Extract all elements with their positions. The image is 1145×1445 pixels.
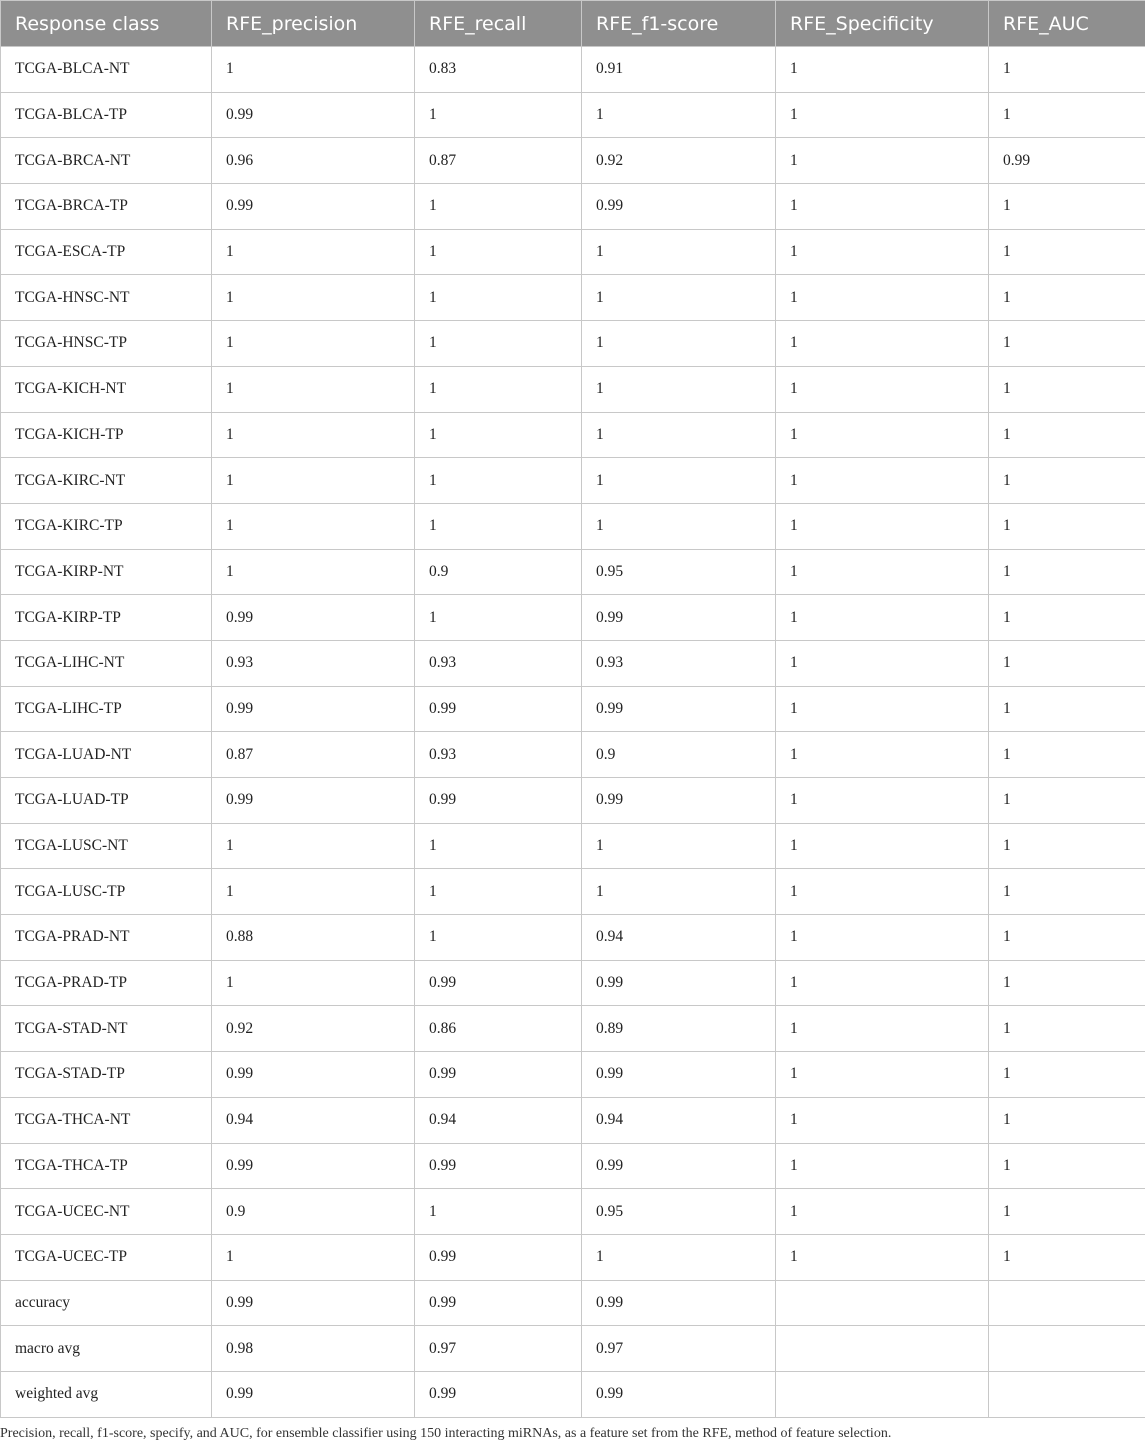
table-row bbox=[1, 1280, 1145, 1326]
table-row bbox=[1, 732, 1145, 778]
table-row bbox=[1, 503, 1145, 549]
table-row bbox=[1, 1234, 1145, 1280]
table-body bbox=[1, 47, 1145, 1418]
specificity-cell: 1 bbox=[776, 1234, 989, 1280]
table-row bbox=[1, 138, 1145, 184]
precision-cell: 0.88 bbox=[212, 915, 415, 961]
auc-cell: 1 bbox=[989, 503, 1145, 549]
column-header-specificity: RFE_Specificity bbox=[776, 1, 989, 47]
auc-cell: 1 bbox=[989, 321, 1145, 367]
f1-score-cell: 1 bbox=[582, 503, 776, 549]
recall-cell: 1 bbox=[415, 458, 582, 504]
precision-cell: 0.99 bbox=[212, 778, 415, 824]
precision-cell: 1 bbox=[212, 503, 415, 549]
auc-cell bbox=[989, 1280, 1145, 1326]
recall-cell: 0.87 bbox=[415, 138, 582, 184]
specificity-cell: 1 bbox=[776, 960, 989, 1006]
auc-cell: 1 bbox=[989, 778, 1145, 824]
recall-cell: 1 bbox=[415, 503, 582, 549]
f1-score-cell: 1 bbox=[582, 1234, 776, 1280]
recall-cell: 0.99 bbox=[415, 1052, 582, 1098]
auc-cell: 1 bbox=[989, 915, 1145, 961]
auc-cell: 1 bbox=[989, 960, 1145, 1006]
recall-cell: 1 bbox=[415, 275, 582, 321]
auc-cell: 1 bbox=[989, 1189, 1145, 1235]
f1-score-cell: 0.99 bbox=[582, 184, 776, 230]
table-row bbox=[1, 184, 1145, 230]
response-class-cell: TCGA-KICH-NT bbox=[1, 366, 212, 412]
recall-cell: 0.97 bbox=[415, 1326, 582, 1372]
response-class-cell: TCGA-STAD-TP bbox=[1, 1052, 212, 1098]
f1-score-cell: 1 bbox=[582, 229, 776, 275]
specificity-cell: 1 bbox=[776, 184, 989, 230]
f1-score-cell: 1 bbox=[582, 412, 776, 458]
recall-cell: 0.99 bbox=[415, 686, 582, 732]
recall-cell: 1 bbox=[415, 92, 582, 138]
f1-score-cell: 0.91 bbox=[582, 47, 776, 93]
precision-cell: 0.87 bbox=[212, 732, 415, 778]
specificity-cell: 1 bbox=[776, 138, 989, 184]
recall-cell: 0.9 bbox=[415, 549, 582, 595]
f1-score-cell: 0.89 bbox=[582, 1006, 776, 1052]
table-row bbox=[1, 366, 1145, 412]
response-class-cell: TCGA-BLCA-NT bbox=[1, 47, 212, 93]
precision-cell: 0.94 bbox=[212, 1097, 415, 1143]
recall-cell: 1 bbox=[415, 412, 582, 458]
specificity-cell: 1 bbox=[776, 778, 989, 824]
auc-cell: 1 bbox=[989, 1143, 1145, 1189]
auc-cell: 1 bbox=[989, 47, 1145, 93]
precision-cell: 0.92 bbox=[212, 1006, 415, 1052]
f1-score-cell: 0.99 bbox=[582, 686, 776, 732]
auc-cell: 1 bbox=[989, 549, 1145, 595]
precision-cell: 0.99 bbox=[212, 184, 415, 230]
table-row bbox=[1, 960, 1145, 1006]
table-row bbox=[1, 275, 1145, 321]
precision-cell: 0.98 bbox=[212, 1326, 415, 1372]
auc-cell: 1 bbox=[989, 229, 1145, 275]
table-row bbox=[1, 823, 1145, 869]
table-row bbox=[1, 595, 1145, 641]
recall-cell: 1 bbox=[415, 366, 582, 412]
table-row bbox=[1, 686, 1145, 732]
recall-cell: 1 bbox=[415, 595, 582, 641]
f1-score-cell: 1 bbox=[582, 321, 776, 367]
auc-cell: 1 bbox=[989, 640, 1145, 686]
table-row bbox=[1, 1052, 1145, 1098]
f1-score-cell: 0.94 bbox=[582, 915, 776, 961]
f1-score-cell: 1 bbox=[582, 366, 776, 412]
precision-cell: 0.99 bbox=[212, 595, 415, 641]
f1-score-cell: 0.92 bbox=[582, 138, 776, 184]
specificity-cell: 1 bbox=[776, 1189, 989, 1235]
specificity-cell: 1 bbox=[776, 458, 989, 504]
recall-cell: 0.99 bbox=[415, 778, 582, 824]
precision-cell: 1 bbox=[212, 1234, 415, 1280]
specificity-cell: 1 bbox=[776, 366, 989, 412]
precision-cell: 0.93 bbox=[212, 640, 415, 686]
column-header-f1-score: RFE_f1-score bbox=[582, 1, 776, 47]
specificity-cell: 1 bbox=[776, 275, 989, 321]
recall-cell: 0.99 bbox=[415, 1143, 582, 1189]
response-class-cell: TCGA-UCEC-TP bbox=[1, 1234, 212, 1280]
table-row bbox=[1, 1143, 1145, 1189]
auc-cell bbox=[989, 1371, 1145, 1417]
recall-cell: 1 bbox=[415, 184, 582, 230]
table-row bbox=[1, 640, 1145, 686]
precision-cell: 1 bbox=[212, 47, 415, 93]
specificity-cell bbox=[776, 1280, 989, 1326]
specificity-cell: 1 bbox=[776, 229, 989, 275]
precision-cell: 1 bbox=[212, 458, 415, 504]
precision-cell: 0.99 bbox=[212, 1143, 415, 1189]
specificity-cell: 1 bbox=[776, 595, 989, 641]
specificity-cell: 1 bbox=[776, 869, 989, 915]
table-row bbox=[1, 778, 1145, 824]
response-class-cell: TCGA-LUSC-TP bbox=[1, 869, 212, 915]
f1-score-cell: 0.95 bbox=[582, 1189, 776, 1235]
table-row bbox=[1, 458, 1145, 504]
specificity-cell bbox=[776, 1371, 989, 1417]
recall-cell: 1 bbox=[415, 823, 582, 869]
table-row bbox=[1, 1189, 1145, 1235]
f1-score-cell: 0.97 bbox=[582, 1326, 776, 1372]
table-row bbox=[1, 1006, 1145, 1052]
auc-cell: 1 bbox=[989, 732, 1145, 778]
f1-score-cell: 0.93 bbox=[582, 640, 776, 686]
specificity-cell: 1 bbox=[776, 412, 989, 458]
response-class-cell: TCGA-BRCA-NT bbox=[1, 138, 212, 184]
column-header-recall: RFE_recall bbox=[415, 1, 582, 47]
recall-cell: 1 bbox=[415, 869, 582, 915]
header-row bbox=[1, 1, 1145, 47]
response-class-cell: TCGA-KIRP-TP bbox=[1, 595, 212, 641]
table-row bbox=[1, 321, 1145, 367]
response-class-cell: TCGA-KIRC-TP bbox=[1, 503, 212, 549]
precision-cell: 0.99 bbox=[212, 686, 415, 732]
auc-cell: 1 bbox=[989, 275, 1145, 321]
table-row bbox=[1, 549, 1145, 595]
response-class-cell: TCGA-THCA-TP bbox=[1, 1143, 212, 1189]
specificity-cell: 1 bbox=[776, 732, 989, 778]
column-header-precision: RFE_precision bbox=[212, 1, 415, 47]
recall-cell: 0.93 bbox=[415, 640, 582, 686]
column-header-auc: RFE_AUC bbox=[989, 1, 1145, 47]
specificity-cell: 1 bbox=[776, 503, 989, 549]
precision-cell: 1 bbox=[212, 229, 415, 275]
recall-cell: 1 bbox=[415, 229, 582, 275]
auc-cell: 1 bbox=[989, 869, 1145, 915]
response-class-cell: TCGA-PRAD-TP bbox=[1, 960, 212, 1006]
specificity-cell: 1 bbox=[776, 92, 989, 138]
precision-cell: 1 bbox=[212, 321, 415, 367]
response-class-cell: TCGA-LUAD-TP bbox=[1, 778, 212, 824]
response-class-cell: TCGA-LIHC-NT bbox=[1, 640, 212, 686]
specificity-cell: 1 bbox=[776, 1052, 989, 1098]
auc-cell: 1 bbox=[989, 686, 1145, 732]
response-class-cell: TCGA-LIHC-TP bbox=[1, 686, 212, 732]
precision-cell: 1 bbox=[212, 960, 415, 1006]
f1-score-cell: 1 bbox=[582, 869, 776, 915]
auc-cell: 1 bbox=[989, 184, 1145, 230]
auc-cell: 1 bbox=[989, 823, 1145, 869]
table-row bbox=[1, 1097, 1145, 1143]
auc-cell: 1 bbox=[989, 412, 1145, 458]
precision-cell: 0.99 bbox=[212, 1052, 415, 1098]
specificity-cell: 1 bbox=[776, 549, 989, 595]
response-class-cell: TCGA-KIRP-NT bbox=[1, 549, 212, 595]
table-row bbox=[1, 47, 1145, 93]
recall-cell: 1 bbox=[415, 321, 582, 367]
auc-cell: 0.99 bbox=[989, 138, 1145, 184]
specificity-cell: 1 bbox=[776, 823, 989, 869]
f1-score-cell: 0.99 bbox=[582, 960, 776, 1006]
response-class-cell: weighted avg bbox=[1, 1371, 212, 1417]
response-class-cell: TCGA-ESCA-TP bbox=[1, 229, 212, 275]
f1-score-cell: 0.99 bbox=[582, 1143, 776, 1189]
column-header-response-class: Response class bbox=[1, 1, 212, 47]
f1-score-cell: 0.9 bbox=[582, 732, 776, 778]
response-class-cell: TCGA-HNSC-NT bbox=[1, 275, 212, 321]
response-class-cell: TCGA-PRAD-NT bbox=[1, 915, 212, 961]
precision-cell: 1 bbox=[212, 412, 415, 458]
specificity-cell: 1 bbox=[776, 686, 989, 732]
response-class-cell: TCGA-BRCA-TP bbox=[1, 184, 212, 230]
auc-cell: 1 bbox=[989, 595, 1145, 641]
specificity-cell: 1 bbox=[776, 1143, 989, 1189]
recall-cell: 1 bbox=[415, 915, 582, 961]
precision-cell: 1 bbox=[212, 869, 415, 915]
auc-cell: 1 bbox=[989, 92, 1145, 138]
f1-score-cell: 1 bbox=[582, 275, 776, 321]
response-class-cell: TCGA-LUAD-NT bbox=[1, 732, 212, 778]
specificity-cell: 1 bbox=[776, 1097, 989, 1143]
recall-cell: 0.99 bbox=[415, 1371, 582, 1417]
f1-score-cell: 1 bbox=[582, 823, 776, 869]
table-row bbox=[1, 915, 1145, 961]
response-class-cell: accuracy bbox=[1, 1280, 212, 1326]
f1-score-cell: 0.99 bbox=[582, 1371, 776, 1417]
f1-score-cell: 1 bbox=[582, 92, 776, 138]
table-header bbox=[1, 1, 1145, 47]
recall-cell: 0.99 bbox=[415, 960, 582, 1006]
recall-cell: 0.93 bbox=[415, 732, 582, 778]
specificity-cell: 1 bbox=[776, 1006, 989, 1052]
table-row bbox=[1, 1371, 1145, 1417]
recall-cell: 0.99 bbox=[415, 1280, 582, 1326]
specificity-cell: 1 bbox=[776, 640, 989, 686]
auc-cell: 1 bbox=[989, 366, 1145, 412]
recall-cell: 0.99 bbox=[415, 1234, 582, 1280]
response-class-cell: TCGA-UCEC-NT bbox=[1, 1189, 212, 1235]
response-class-cell: TCGA-THCA-NT bbox=[1, 1097, 212, 1143]
response-class-cell: TCGA-KICH-TP bbox=[1, 412, 212, 458]
auc-cell: 1 bbox=[989, 1097, 1145, 1143]
auc-cell: 1 bbox=[989, 1052, 1145, 1098]
f1-score-cell: 1 bbox=[582, 458, 776, 504]
response-class-cell: TCGA-STAD-NT bbox=[1, 1006, 212, 1052]
precision-cell: 0.9 bbox=[212, 1189, 415, 1235]
table-row bbox=[1, 229, 1145, 275]
recall-cell: 0.86 bbox=[415, 1006, 582, 1052]
precision-cell: 0.99 bbox=[212, 92, 415, 138]
precision-cell: 1 bbox=[212, 549, 415, 595]
response-class-cell: TCGA-BLCA-TP bbox=[1, 92, 212, 138]
auc-cell bbox=[989, 1326, 1145, 1372]
recall-cell: 1 bbox=[415, 1189, 582, 1235]
precision-cell: 0.99 bbox=[212, 1280, 415, 1326]
specificity-cell bbox=[776, 1326, 989, 1372]
precision-cell: 0.99 bbox=[212, 1371, 415, 1417]
f1-score-cell: 0.99 bbox=[582, 595, 776, 641]
f1-score-cell: 0.95 bbox=[582, 549, 776, 595]
response-class-cell: TCGA-HNSC-TP bbox=[1, 321, 212, 367]
response-class-cell: TCGA-LUSC-NT bbox=[1, 823, 212, 869]
auc-cell: 1 bbox=[989, 1234, 1145, 1280]
auc-cell: 1 bbox=[989, 458, 1145, 504]
precision-cell: 1 bbox=[212, 275, 415, 321]
recall-cell: 0.83 bbox=[415, 47, 582, 93]
response-class-cell: macro avg bbox=[1, 1326, 212, 1372]
f1-score-cell: 0.94 bbox=[582, 1097, 776, 1143]
auc-cell: 1 bbox=[989, 1006, 1145, 1052]
f1-score-cell: 0.99 bbox=[582, 1052, 776, 1098]
table-row bbox=[1, 412, 1145, 458]
f1-score-cell: 0.99 bbox=[582, 1280, 776, 1326]
precision-cell: 1 bbox=[212, 823, 415, 869]
table-row bbox=[1, 1326, 1145, 1372]
table-row bbox=[1, 92, 1145, 138]
specificity-cell: 1 bbox=[776, 915, 989, 961]
precision-cell: 0.96 bbox=[212, 138, 415, 184]
table-row bbox=[1, 869, 1145, 915]
precision-cell: 1 bbox=[212, 366, 415, 412]
f1-score-cell: 0.99 bbox=[582, 778, 776, 824]
recall-cell: 0.94 bbox=[415, 1097, 582, 1143]
table-caption: Precision, recall, f1-score, specify, and AUC, for ensemble classifier using 150 interacting miRNAs, as a feature set from the RFE, method of feature selection. bbox=[0, 1426, 892, 1441]
response-class-cell: TCGA-KIRC-NT bbox=[1, 458, 212, 504]
specificity-cell: 1 bbox=[776, 47, 989, 93]
specificity-cell: 1 bbox=[776, 321, 989, 367]
